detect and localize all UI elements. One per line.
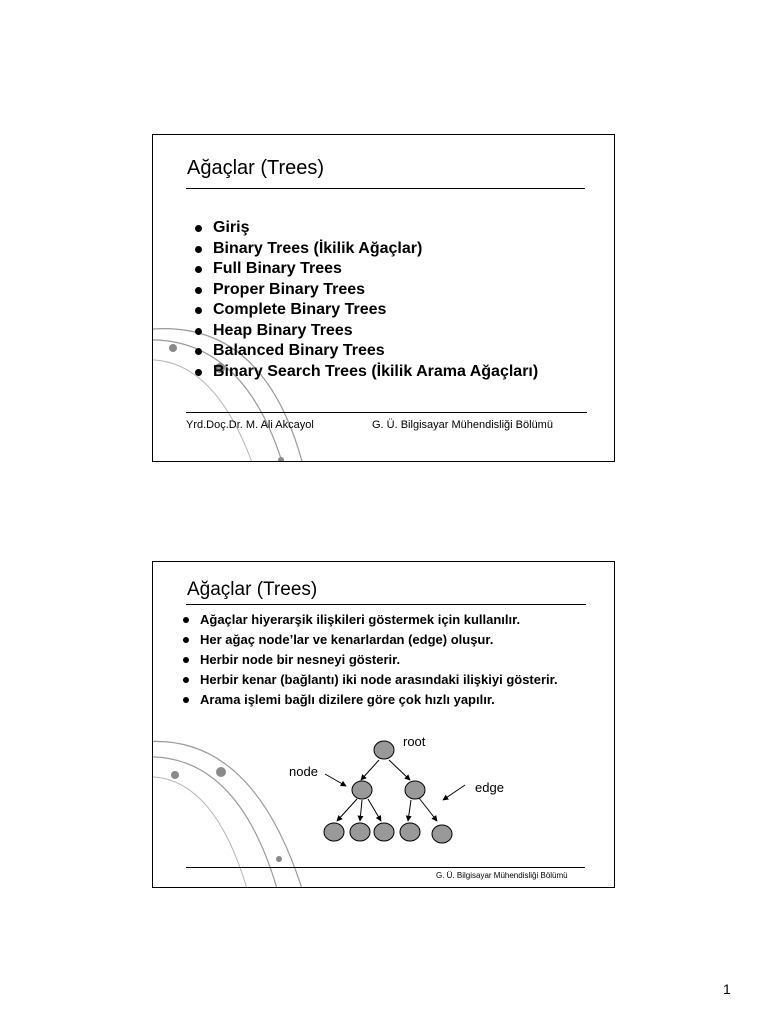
- edge-label: edge: [475, 780, 504, 795]
- page-number: 1: [723, 981, 731, 997]
- tree-diagram: [273, 730, 513, 852]
- list-item: Complete Binary Trees: [213, 300, 538, 321]
- footer-rule: [186, 412, 587, 413]
- tree-edge: [361, 760, 379, 780]
- list-item: Proper Binary Trees: [213, 280, 538, 301]
- node-pointer-arrow: [325, 774, 346, 786]
- node-label: node: [289, 764, 318, 779]
- list-item: Giriş: [213, 218, 538, 239]
- footer-author: Yrd.Doç.Dr. M. Ali Akcayol: [186, 419, 314, 431]
- tree-node: [432, 825, 452, 843]
- tree-node: [352, 781, 372, 799]
- footer-department: G. Ü. Bilgisayar Mühendisliği Bölümü: [372, 419, 553, 431]
- list-item: Her ağaç node’lar ve kenarlardan (edge) oluşur.: [200, 632, 600, 647]
- list-item: Binary Trees (İkilik Ağaçlar): [213, 239, 538, 260]
- tree-node: [405, 781, 425, 799]
- list-item: Binary Search Trees (İkilik Arama Ağaçları): [213, 362, 538, 383]
- list-item: Balanced Binary Trees: [213, 341, 538, 362]
- slide-1-title: Ağaçlar (Trees): [187, 157, 325, 179]
- slide-2: [152, 561, 615, 888]
- list-item: Ağaçlar hiyerarşik ilişkileri göstermek için kullanılır.: [200, 612, 600, 627]
- topic-list: [213, 218, 538, 382]
- tree-edge: [360, 800, 362, 821]
- tree-edge: [408, 800, 411, 821]
- list-item: Full Binary Trees: [213, 259, 538, 280]
- edge-pointer-arrow: [443, 785, 465, 800]
- tree-edge: [337, 799, 357, 821]
- tree-edge: [389, 760, 410, 780]
- tree-node-root: [374, 741, 394, 759]
- description-list: [200, 612, 600, 712]
- tree-node: [400, 823, 420, 841]
- root-label: root: [403, 734, 426, 749]
- tree-node: [374, 823, 394, 841]
- footer-rule: [186, 867, 585, 868]
- tree-edge: [368, 799, 381, 821]
- slide-2-title: Ağaçlar (Trees): [187, 579, 318, 600]
- slide-1: [152, 134, 615, 462]
- list-item: Herbir kenar (bağlantı) iki node arasındaki ilişkiyi gösterir.: [200, 672, 600, 687]
- list-item: Herbir node bir nesneyi gösterir.: [200, 652, 600, 667]
- tree-edge: [419, 798, 437, 821]
- title-rule: [186, 604, 586, 605]
- title-rule: [186, 188, 585, 189]
- list-item: Arama işlemi bağlı dizilere göre çok hızlı yapılır.: [200, 692, 600, 707]
- tree-node: [324, 823, 344, 841]
- list-item: Heap Binary Trees: [213, 321, 538, 342]
- footer-department: G. Ü. Bilgisayar Mühendisliği Bölümü: [436, 871, 568, 880]
- tree-node: [350, 823, 370, 841]
